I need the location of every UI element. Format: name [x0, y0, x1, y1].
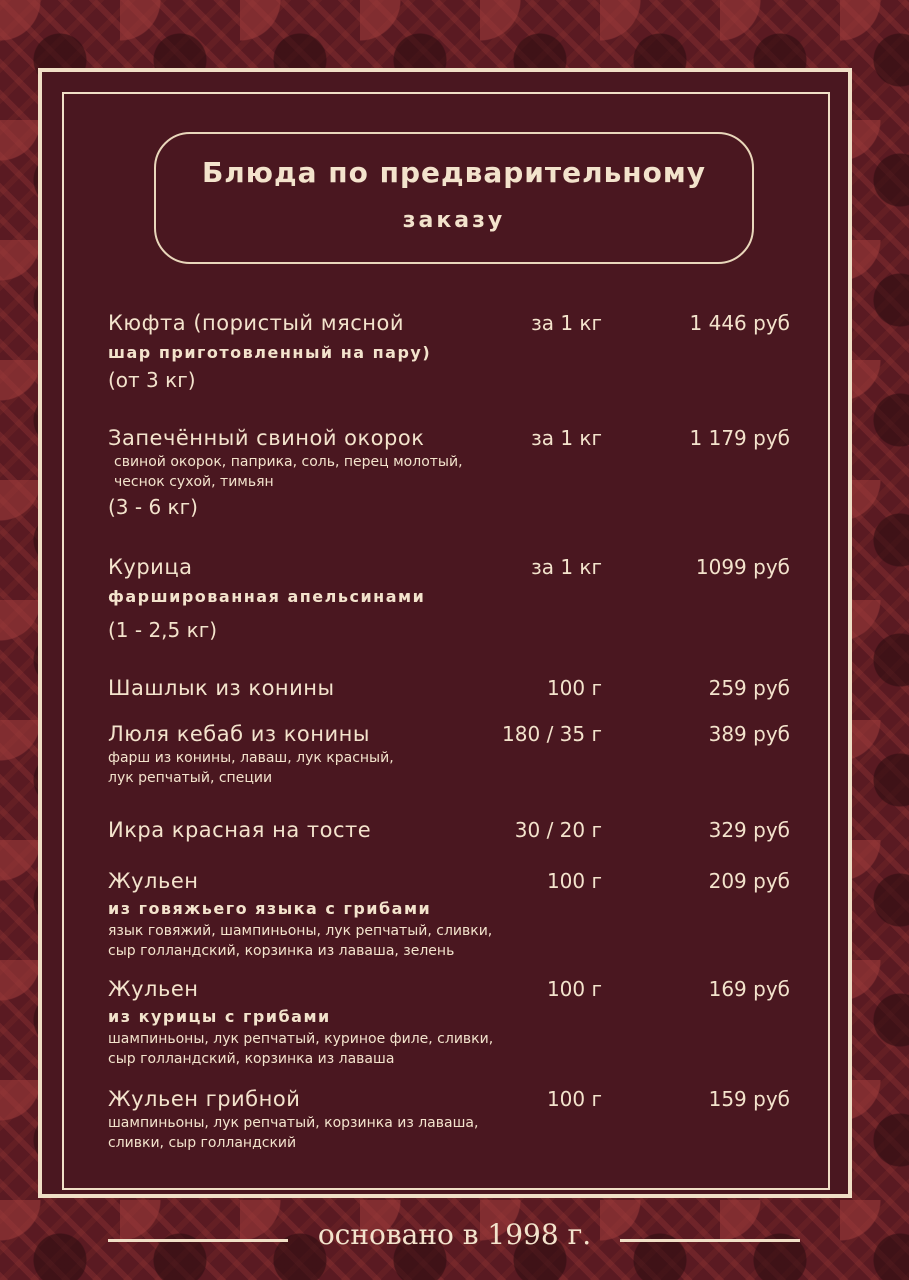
menu-item [108, 553, 798, 645]
dish-quantity: 100 г [546, 869, 602, 893]
menu-title-box [154, 132, 754, 264]
dish-description: сливки, сыр голландский [108, 1135, 297, 1151]
dish-name: Курица [108, 555, 193, 579]
dish-subtitle: из курицы с грибами [108, 1007, 331, 1026]
menu-title-line1: Блюда по предварительному [201, 156, 707, 189]
dish-price: 1099 руб [695, 555, 790, 579]
menu-item [108, 816, 798, 844]
menu-item [108, 674, 798, 702]
footer-founded-text: основано в 1998 г. [317, 1218, 592, 1251]
dish-name: Жульен грибной [108, 1087, 301, 1111]
dish-quantity: за 1 кг [531, 426, 602, 450]
dish-quantity: за 1 кг [531, 311, 602, 335]
dish-weight-note: (3 - 6 кг) [108, 495, 198, 519]
menu-title-line2: заказу [402, 208, 506, 233]
dish-price: 209 руб [708, 869, 790, 893]
dish-subtitle: фаршированная апельсинами [108, 587, 426, 606]
dish-price: 329 руб [708, 818, 790, 842]
dish-description: шампиньоны, лук репчатый, корзинка из лаваша, [108, 1115, 479, 1131]
dish-description: шампиньоны, лук репчатый, куриное филе, сливки, [108, 1031, 494, 1047]
dish-description: лук репчатый, специи [108, 770, 273, 786]
dish-quantity: 100 г [546, 676, 602, 700]
dish-description: фарш из конины, лаваш, лук красный, [108, 750, 394, 766]
dish-quantity: 100 г [546, 977, 602, 1001]
dish-price: 159 руб [708, 1087, 790, 1111]
dish-name: Икра красная на тосте [108, 818, 372, 842]
dish-description: язык говяжий, шампиньоны, лук репчатый, сливки, [108, 923, 493, 939]
dish-name: Люля кебаб из конины [108, 722, 370, 746]
dish-weight-note: (от 3 кг) [108, 368, 196, 392]
dish-name: Жульен [108, 977, 199, 1001]
dish-quantity: за 1 кг [531, 555, 602, 579]
dish-price: 259 руб [708, 676, 790, 700]
dish-price: 1 179 руб [689, 426, 790, 450]
dish-subtitle: шар приготовленный на пару) [108, 343, 432, 362]
dish-weight-note: (1 - 2,5 кг) [108, 618, 218, 642]
dish-quantity: 180 / 35 г [502, 722, 602, 746]
dish-price: 1 446 руб [689, 311, 790, 335]
dish-description: свиной окорок, паприка, соль, перец молотый, [114, 454, 463, 470]
dish-description: сыр голландский, корзинка из лаваша, зелень [108, 943, 455, 959]
dish-quantity: 100 г [546, 1087, 602, 1111]
dish-name: Запечённый свиной окорок [108, 426, 425, 450]
dish-name: Жульен [108, 869, 199, 893]
dish-description: чеснок сухой, тимьян [114, 474, 274, 490]
menu-item [108, 1085, 798, 1153]
dish-price: 169 руб [708, 977, 790, 1001]
dish-quantity: 30 / 20 г [514, 818, 602, 842]
dish-price: 389 руб [708, 722, 790, 746]
dish-name: Кюфта (пористый мясной [108, 311, 404, 335]
menu-item [108, 309, 798, 395]
dish-name: Шашлык из конины [108, 676, 335, 700]
menu-item [108, 867, 798, 961]
dish-subtitle: из говяжьего языка с грибами [108, 899, 432, 918]
menu-item [108, 424, 798, 522]
dish-description: сыр голландский, корзинка из лаваша [108, 1051, 395, 1067]
menu-item [108, 720, 798, 788]
footer-divider-right [620, 1239, 800, 1242]
menu-item [108, 975, 798, 1069]
